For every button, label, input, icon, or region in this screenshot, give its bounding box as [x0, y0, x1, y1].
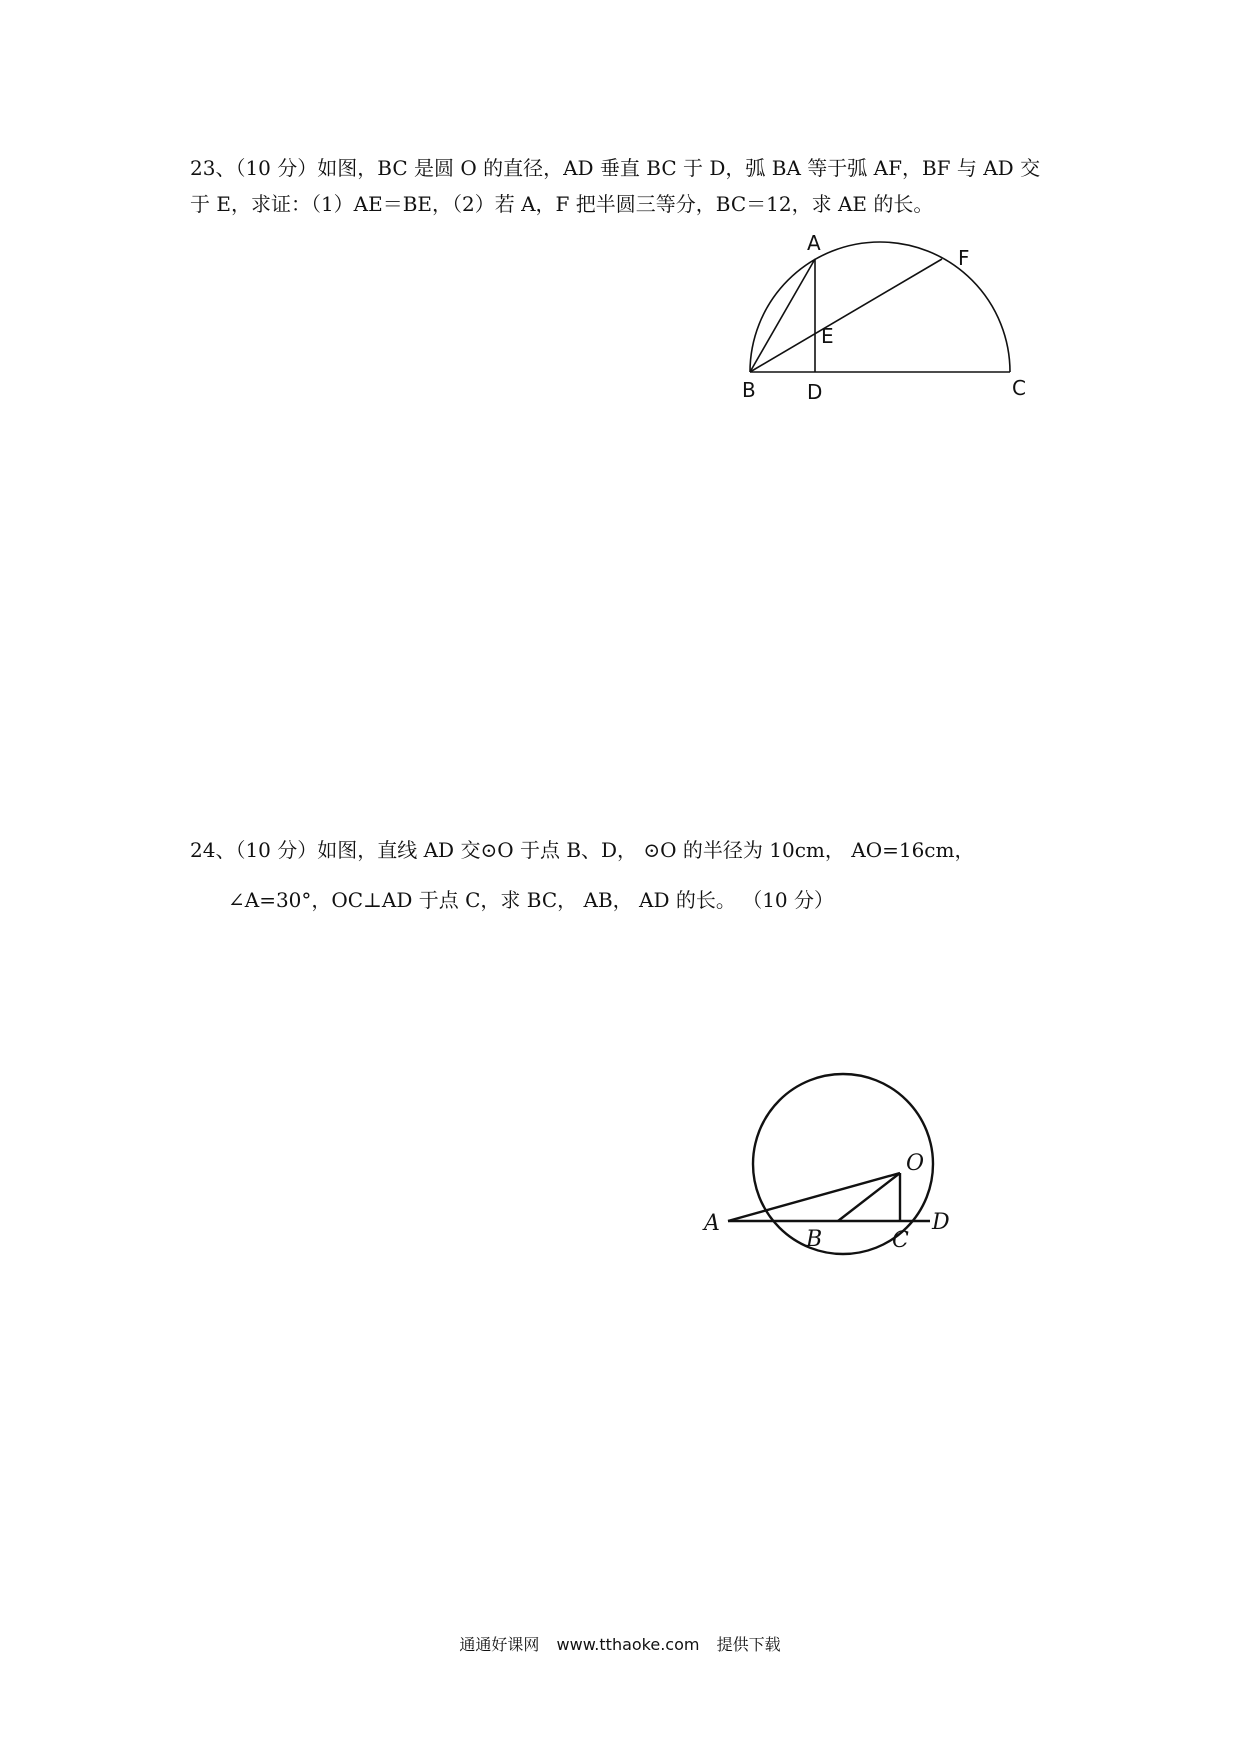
- label-c: C: [892, 1228, 909, 1253]
- label-e: E: [821, 324, 834, 348]
- semicircle-figure: [730, 225, 1070, 405]
- label-b: B: [806, 1227, 823, 1252]
- footer-url[interactable]: www.tthaoke.com: [556, 1635, 700, 1654]
- question-24: [190, 830, 1070, 920]
- question-23-line-1: 23、（10 分）如图，BC 是圆 O 的直径，AD 垂直 BC 于 D，弧 BA 等于弧 AF，BF 与 AD 交: [190, 156, 1041, 180]
- footer-suffix: 提供下载: [716, 1635, 781, 1654]
- label-c: C: [1012, 376, 1026, 400]
- label-o: O: [906, 1151, 925, 1176]
- label-a: A: [704, 1211, 720, 1236]
- label-d: D: [807, 380, 823, 404]
- segment-bf: [750, 259, 942, 372]
- question-23: [190, 150, 1070, 222]
- circle-figure: [690, 1070, 1030, 1270]
- segment-bo: [838, 1173, 900, 1221]
- label-b: B: [742, 378, 756, 402]
- label-d: D: [932, 1210, 950, 1235]
- segment-ba: [750, 259, 815, 372]
- label-f: F: [958, 246, 970, 270]
- label-a: A: [807, 231, 821, 255]
- question-23-line-2: 于 E，求证：（1）AE＝BE，（2）若 A，F 把半圆三等分，BC＝12，求 AE 的长。: [190, 192, 934, 216]
- footer-site-name: 通通好课网: [459, 1635, 540, 1654]
- page-footer: [0, 1632, 1240, 1655]
- question-24-line-1: 24、（10 分）如图，直线 AD 交⊙O 于点 B、D， ⊙O 的半径为 10cm， AO=16cm，: [190, 838, 975, 862]
- semicircle-arc: [750, 242, 1010, 372]
- question-24-line-2: ∠A=30°，OC⊥AD 于点 C，求 BC， AB， AD 的长。 （10 分）: [228, 888, 834, 912]
